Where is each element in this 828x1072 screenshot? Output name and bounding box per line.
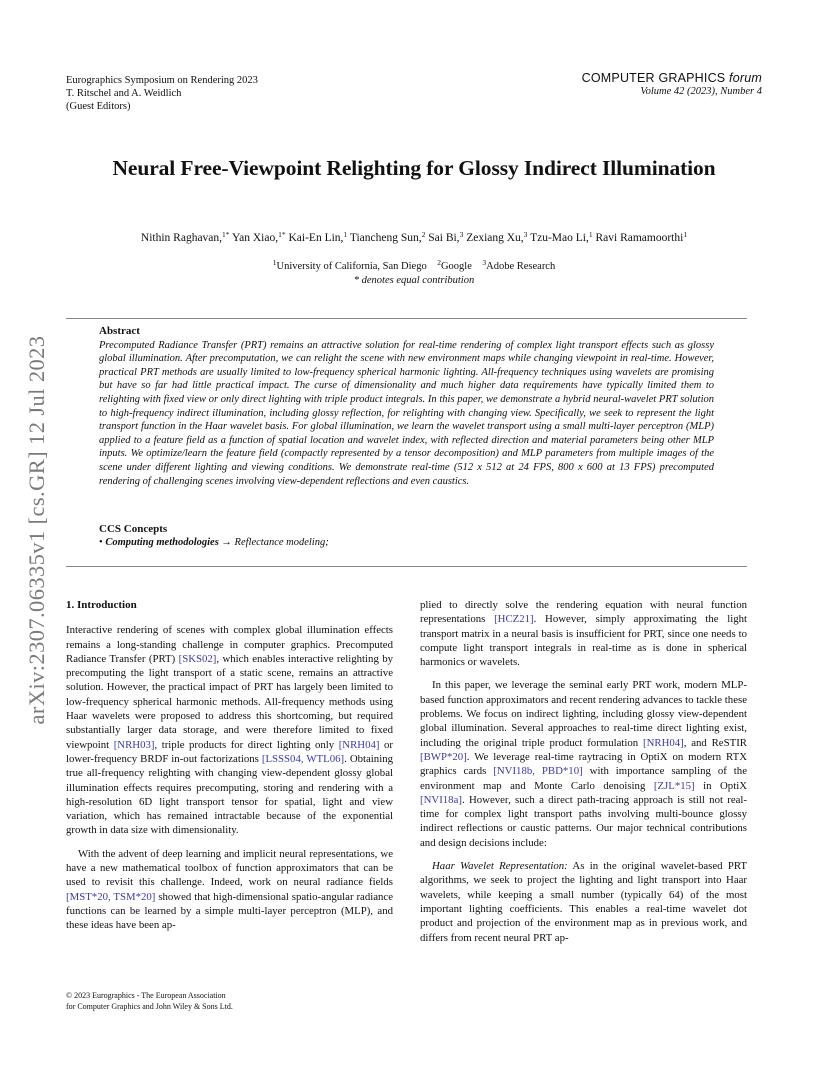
affiliations [40,260,788,288]
citation-link[interactable]: [LSSS04, WTL06] [261,752,345,765]
citation-link[interactable]: [MST*20, TSM*20] [66,890,156,903]
copyright-footer [66,990,233,1012]
citation-link[interactable]: [NRH04] [338,738,380,751]
author-affiliation-mark: 2 [421,230,426,239]
run-in-heading: Haar Wavelet Representation: [432,860,568,873]
author-name: Sai Bi, [428,232,460,244]
citation-link[interactable]: [NVI18a] [420,793,462,806]
ccs-arrow: → [221,537,232,548]
author-name: Kai-En Lin, [288,232,344,244]
citation-link[interactable]: [HCZ21] [494,613,534,626]
bottom-rule [66,566,747,567]
journal-name-caps: COMPUTER GRAPHICS [581,71,726,85]
author-affiliation-mark: 1* [222,230,230,239]
citation-link[interactable]: [NRH04] [642,736,684,749]
author-affiliation-mark: 1* [278,230,286,239]
paper-title: Neural Free-Viewpoint Relighting for Glossy Indirect Illumination [112,156,716,180]
ccs-heading: CCS Concepts [99,523,168,535]
body-paragraph: In this paper, we leverage the seminal early PRT work, modern MLP-based function approximators and recent rendering advances to tackle these problems. We focus on indirect lighting, including glossy view-dependent global illumination. Several approaches to real-time direct lighting exist, including the original triple product formulation [NRH04], and ReSTIR [BWP*20]. We leverage real-time raytracing in OptiX on modern RTX graphics cards [NVI18b, PBD*10] with importance sampling of the environment map and Monte Carlo denoising [ZJL*15] in OptiX [NVI18a]. However, such a direct path-tracing approach is still not real-time for complex light transport paths involving multi-bounce glossy indirect reflections or caustic patterns. Our major technical contributions and design decisions include: [420,679,747,849]
journal-name [582,72,762,85]
affiliation-name: Google [440,261,472,272]
equal-contribution-mark: * [353,275,360,286]
top-rule [66,318,747,319]
author-name: Nithin Raghavan, [140,232,223,244]
citation-link[interactable]: [NRH03] [113,738,155,751]
affiliation-mark: 3 [482,258,487,267]
affiliation-name: Adobe Research [486,261,556,272]
author-list [40,232,788,244]
right-column-text [420,598,747,945]
abstract-heading: Abstract [99,325,140,337]
abstract-text: Precomputed Radiance Transfer (PRT) remains an attractive solution for real-time rendering of complex light transport effects such as glossy global illumination. After precomputation, we can relight the scene with new environment maps while changing viewpoint in real-time. However, practical PRT methods are usually limited to low-frequency spherical harmonic lighting. All-frequency techniques using wavelets are promising but have so far had little practical impact. The curse of dimensionality and much higher data requirements have typically limited them to relighting with fixed view or only direct lighting with triple product integrals. In this paper, we demonstrate a hybrid neural-wavelet PRT solution to high-frequency indirect illumination, including glossy reflection, for relighting with changing view. Specifically, we seek to represent the light transport function in the Haar wavelet basis. For global illumination, we learn the wavelet transport using a small multi-layer perceptron (MLP) applied to a feature field as a function of spatial location and wavelet index, with reflected direction and material parameters being other MLP inputs. We optimize/learn the feature field (compactly represented by a tensor decomposition) and MLP parameters from multiple images of the scene under different lighting and viewing conditions. We demonstrate real-time (512 x 512 at 24 FPS, 800 x 600 at 13 FPS) precomputed rendering of challenging scenes involving view-dependent reflections and even caustics. [99,339,714,487]
body-paragraph: plied to directly solve the rendering equation with neural function representations [HCZ21]. However, simply approximating the light transport matrix in a neural basis is insufficient for PRT, since one needs to compute light transport integrals in real-time as is done in spherical harmonics or wavelets. [420,599,748,669]
ccs-bullet: • [99,537,103,548]
body-paragraph: With the advent of deep learning and implicit neural representations, we have a new mathematical toolbox of function approximators that can be used to revisit this challenge. Indeed, work on neural radiance fields [MST*20, TSM*20] showed that high-dimensional spatio-angular radiance functions can be learned by a simple multi-layer perceptron (MLP), and these ideas have been ap- [66,847,394,932]
left-column-text [66,623,393,932]
arxiv-stamp: arXiv:2307.06335v1 [cs.GR] 12 Jul 2023 [24,335,49,725]
venue-name: Eurographics Symposium on Rendering 2023 [66,75,258,86]
affiliation-list [40,260,788,274]
equal-contribution-note [40,274,788,288]
author-name: Zexiang Xu, [466,232,524,244]
author-name: Ravi Ramamoorthi [595,232,684,244]
journal-header [582,72,762,98]
ccs-entry [99,536,714,550]
author-name: Yan Xiao, [231,232,279,244]
affiliation-mark: 2 [437,258,441,267]
citation-link[interactable]: [BWP*20] [420,750,467,763]
affiliation-mark: 1 [272,258,277,267]
author-affiliation-mark: 1 [588,230,593,239]
abstract [99,325,714,488]
author-affiliation-mark: 3 [459,230,464,239]
copyright-line: for Computer Graphics and John Wiley & Sons Ltd. [66,1002,233,1011]
citation-link[interactable]: [NVI18b, PBD*10] [493,765,583,778]
guest-editors: T. Ritschel and A. Weidlich [66,88,182,99]
author-name: Tiancheng Sun, [349,232,422,244]
ccs-concepts [99,522,714,550]
author-affiliation-mark: 1 [683,230,688,239]
ccs-category: Computing methodologies [105,537,219,548]
author-name: Tzu-Mao Li, [530,232,589,244]
section-heading: 1. Introduction [66,599,137,611]
left-column [66,598,393,942]
author-affiliation-mark: 1 [343,230,348,239]
body-paragraph: Interactive rendering of scenes with complex global illumination effects remains a long-standing challenge in computer graphics. Precomputed Radiance Transfer (PRT) [SKS02], which enables interactive relighting by precomputing the light transport of a static scene, remains an attractive solution. However, the practical impact of PRT has largely been limited to low-frequency spherical harmonic methods. All-frequency methods using Haar wavelets were proposed to address this shortcoming, but required substantially larger data storage, and were therefore limited to fixed viewpoint [NRH03], triple products for direct lighting only [NRH04] or lower-frequency BRDF in-out factorizations [LSSS04, WTL06]. Obtaining true all-frequency relighting with changing view-dependent glossy global illumination effects requires precomputing, storing and rendering with a high-resolution 6D light transport tensor for spatial, light and view variation, which has remained intractable because of the exponential growth in data size with dimensionality. [66,624,393,837]
ccs-concept: Reflectance modeling; [234,537,329,548]
journal-name-italic: forum [729,71,762,85]
right-column [420,598,747,954]
affiliation-name: University of California, San Diego [276,261,427,272]
venue-header [66,74,258,113]
equal-contribution-text: denotes equal contribution [361,275,475,286]
journal-volume: Volume 42 (2023), Number 4 [640,86,762,97]
citation-link[interactable]: [SKS02] [178,652,217,665]
copyright-line: © 2023 Eurographics - The European Association [66,991,226,1000]
author-affiliation-mark: 3 [523,230,528,239]
citation-link[interactable]: [ZJL*15] [653,779,695,792]
guest-editors-note: (Guest Editors) [66,101,131,112]
body-paragraph: Haar Wavelet Representation: As in the original wavelet-based PRT algorithms, we seek to project the lighting and light transport into Haar wavelets, while keeping a small number (typically 64) of the most important lighting coefficients. This enables a real-time wavelet dot product and projection of the environment map as in previous work, and differs from recent neural PRT ap- [420,860,747,944]
